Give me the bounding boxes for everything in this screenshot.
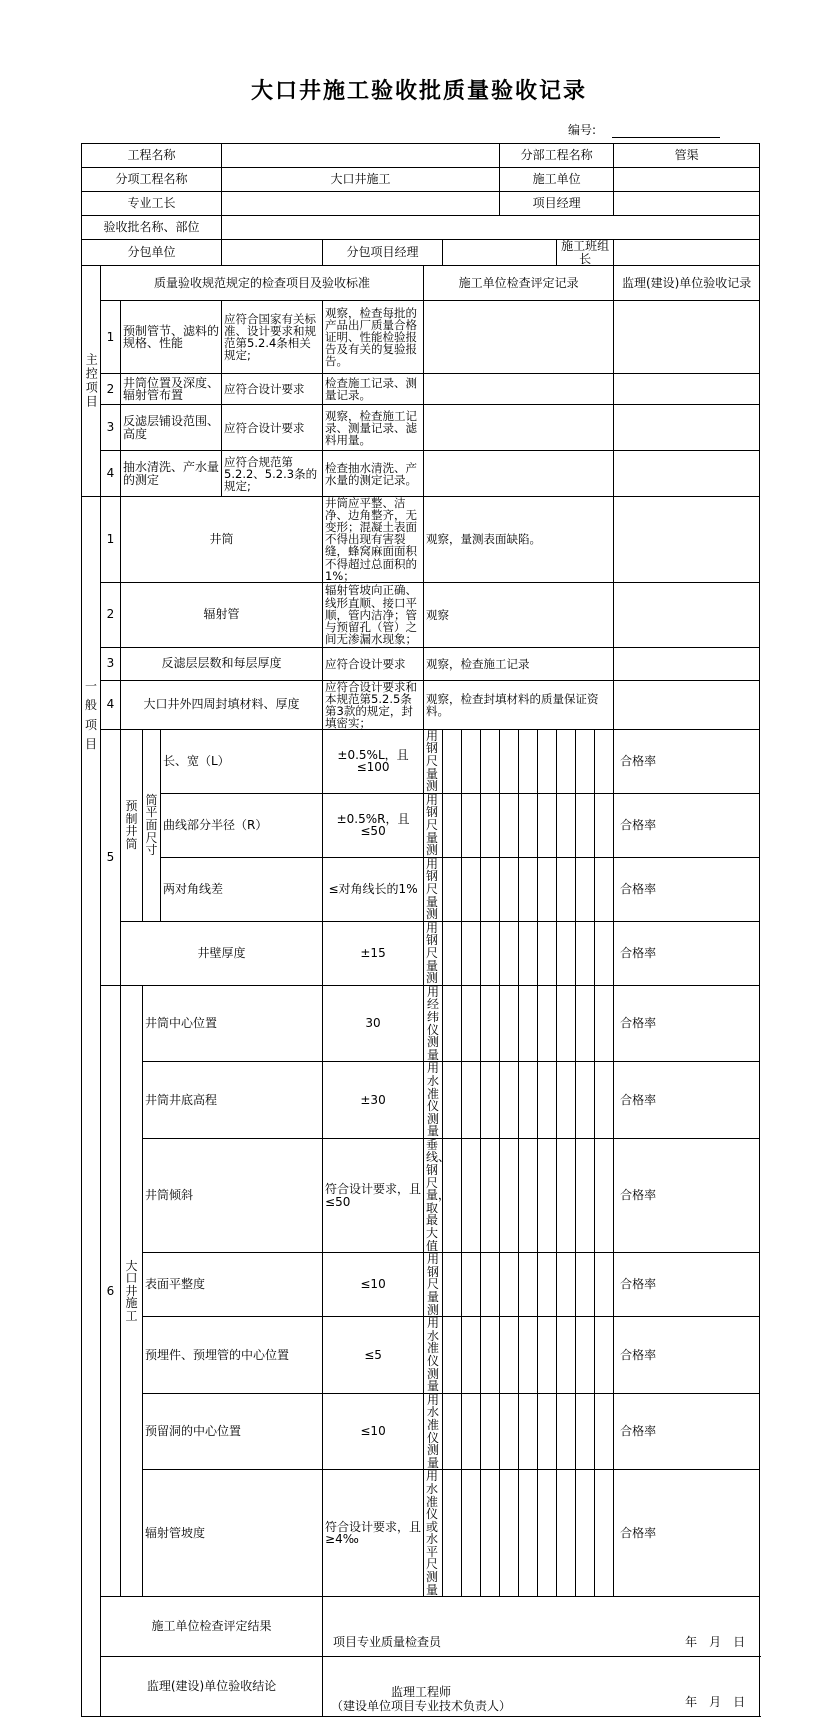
measure-cell[interactable] xyxy=(462,729,481,793)
pass-rate[interactable]: 合格率 xyxy=(614,921,760,985)
measure-cell[interactable] xyxy=(576,1138,595,1252)
acceptance-standard: 应符合设计要求 xyxy=(222,405,323,451)
pass-rate[interactable]: 合格率 xyxy=(614,1317,760,1394)
owner-technical-lead-label: （建设单位项目专业技术负责人） xyxy=(331,1698,512,1713)
check-method: 用水准仪测量 xyxy=(424,1317,443,1394)
item-project-value[interactable]: 大口井施工 xyxy=(222,168,500,192)
acceptance-standard: 应符合规范第5.2.2、5.2.3条的规定; xyxy=(222,451,323,497)
main-items-section-label: 主控项目 xyxy=(82,266,101,497)
check-method: 观察，量测表面缺陷。 xyxy=(424,497,614,582)
measure-cell[interactable] xyxy=(462,985,481,1062)
table-row xyxy=(82,451,760,497)
measure-cell[interactable] xyxy=(595,857,614,921)
pass-rate[interactable]: 合格率 xyxy=(614,1253,760,1317)
measure-cell[interactable] xyxy=(576,1062,595,1139)
table-row xyxy=(82,985,760,1062)
acceptance-standard: 辐射管坡向正确、线形直顺、接口平顺，管内洁净；管与预留孔（管）之间无渗漏水现象； xyxy=(323,582,424,647)
row-number: 3 xyxy=(101,647,121,680)
serial-number-label: 编号: xyxy=(568,123,597,137)
tolerance: ≤10 xyxy=(323,1393,424,1470)
check-item: 井壁厚度 xyxy=(121,921,323,985)
measure-cell[interactable] xyxy=(443,1317,462,1394)
measure-cell[interactable] xyxy=(595,1317,614,1394)
measure-cell[interactable] xyxy=(519,1138,538,1252)
pass-rate[interactable]: 合格率 xyxy=(614,985,760,1062)
pass-rate[interactable]: 合格率 xyxy=(614,1393,760,1470)
subcontract-manager-field[interactable] xyxy=(443,240,557,266)
check-item: 预埋件、预埋管的中心位置 xyxy=(143,1317,323,1394)
check-method: 观察 xyxy=(424,582,614,647)
item-project-label: 分项工程名称 xyxy=(82,168,222,192)
tolerance: ≤对角线长的1% xyxy=(323,857,424,921)
acceptance-standard: 应符合设计要求 xyxy=(323,647,424,680)
measure-cell[interactable] xyxy=(595,1393,614,1470)
tolerance: ≤10 xyxy=(323,1253,424,1317)
measure-cell[interactable] xyxy=(462,793,481,857)
measure-cell[interactable] xyxy=(462,1062,481,1139)
general-items-label: 一 般 项 目 xyxy=(85,679,98,751)
foreman-label: 专业工长 xyxy=(82,192,222,216)
measure-cell[interactable] xyxy=(481,985,500,1062)
supervision-cell[interactable] xyxy=(614,497,760,582)
tolerance: ±30 xyxy=(323,1062,424,1139)
measure-cell[interactable] xyxy=(500,857,519,921)
plane-size-label xyxy=(143,729,161,921)
pass-rate[interactable]: 合格率 xyxy=(614,729,760,793)
table-row xyxy=(82,1317,760,1394)
measure-cell[interactable] xyxy=(557,857,576,921)
measure-cell[interactable] xyxy=(538,793,557,857)
measure-cell[interactable] xyxy=(595,921,614,985)
measure-cell[interactable] xyxy=(576,1317,595,1394)
measure-cell[interactable] xyxy=(538,1062,557,1139)
subcontract-unit-label: 分包单位 xyxy=(82,240,222,266)
measure-cell[interactable] xyxy=(519,729,538,793)
measure-cell[interactable] xyxy=(500,729,519,793)
construction-check-column-header: 施工单位检查评定记录 xyxy=(424,266,614,301)
batch-field[interactable] xyxy=(222,216,760,240)
measure-cell[interactable] xyxy=(595,1470,614,1597)
measure-cell[interactable] xyxy=(557,729,576,793)
measure-cell[interactable] xyxy=(481,1062,500,1139)
measure-cell[interactable] xyxy=(576,1253,595,1317)
measure-cell[interactable] xyxy=(462,1470,481,1597)
measure-cell[interactable] xyxy=(462,857,481,921)
serial-number-field[interactable] xyxy=(612,137,720,138)
check-item: 大口井外四周封填材料、厚度 xyxy=(121,680,323,729)
measure-cell[interactable] xyxy=(462,1317,481,1394)
measure-cell[interactable] xyxy=(538,1253,557,1317)
batch-label: 验收批名称、部位 xyxy=(82,216,222,240)
tolerance: ±0.5%R，且≤50 xyxy=(323,793,424,857)
measure-cell[interactable] xyxy=(538,921,557,985)
table-row xyxy=(82,729,760,793)
table-row xyxy=(82,405,760,451)
check-item: 抽水清洗、产水量的测定 xyxy=(121,451,222,497)
measure-cell[interactable] xyxy=(500,985,519,1062)
measure-cell[interactable] xyxy=(481,857,500,921)
check-item: 井筒 xyxy=(121,497,323,582)
check-method: 垂线、钢尺量，取最大值 xyxy=(424,1138,443,1252)
row-number: 3 xyxy=(101,405,121,451)
measure-cell[interactable] xyxy=(538,1317,557,1394)
supervision-cell[interactable] xyxy=(614,405,760,451)
measure-cell[interactable] xyxy=(443,985,462,1062)
measure-cell[interactable] xyxy=(576,921,595,985)
check-item: 井筒中心位置 xyxy=(143,985,323,1062)
supervision-conclusion-label: 监理(建设)单位验收结论 xyxy=(101,1657,323,1717)
sub-project-label: 分部工程名称 xyxy=(500,144,614,168)
project-name-field[interactable] xyxy=(222,144,500,168)
tolerance: ≤5 xyxy=(323,1317,424,1394)
measure-cell[interactable] xyxy=(519,1317,538,1394)
row-number: 2 xyxy=(101,374,121,405)
table-row xyxy=(82,1470,760,1597)
check-item: 辐射管 xyxy=(121,582,323,647)
construction-result-field[interactable] xyxy=(323,1597,760,1657)
check-method: 用水准仪测量 xyxy=(424,1062,443,1139)
row-number: 1 xyxy=(101,301,121,374)
table-row xyxy=(82,582,760,647)
measure-cell[interactable] xyxy=(595,985,614,1062)
check-method: 用钢尺量测 xyxy=(424,857,443,921)
project-manager-label: 项目经理 xyxy=(500,192,614,216)
row-number: 4 xyxy=(101,451,121,497)
measure-cell[interactable] xyxy=(443,1062,462,1139)
measure-cell[interactable] xyxy=(538,985,557,1062)
tolerance: ±0.5%L，且≤100 xyxy=(323,729,424,793)
measure-cell[interactable] xyxy=(443,729,462,793)
check-item: 井筒井底高程 xyxy=(143,1062,323,1139)
sub-project-value[interactable]: 管渠 xyxy=(614,144,760,168)
measure-cell[interactable] xyxy=(557,1470,576,1597)
measure-cell[interactable] xyxy=(538,1470,557,1597)
supervision-conclusion-field[interactable] xyxy=(323,1657,760,1717)
supervision-cell[interactable] xyxy=(614,647,760,680)
check-item: 反滤层铺设范围、高度 xyxy=(121,405,222,451)
measure-cell[interactable] xyxy=(443,793,462,857)
measure-cell[interactable] xyxy=(519,985,538,1062)
pass-rate[interactable]: 合格率 xyxy=(614,1470,760,1597)
measure-cell[interactable] xyxy=(595,729,614,793)
measure-cell[interactable] xyxy=(462,921,481,985)
check-item: 反滤层层数和每层厚度 xyxy=(121,647,323,680)
measure-cell[interactable] xyxy=(462,1393,481,1470)
measure-cell[interactable] xyxy=(500,793,519,857)
check-item: 辐射管坡度 xyxy=(143,1470,323,1597)
row-number: 2 xyxy=(101,582,121,647)
construction-date: 年 月 日 xyxy=(685,1634,746,1649)
supervision-cell[interactable] xyxy=(614,582,760,647)
table-row xyxy=(82,793,760,857)
table-row xyxy=(82,680,760,729)
check-item: 表面平整度 xyxy=(143,1253,323,1317)
table-row xyxy=(82,1253,760,1317)
acceptance-standard: 应符合设计要求 xyxy=(222,374,323,405)
check-item: 两对角线差 xyxy=(161,857,323,921)
row-number: 5 xyxy=(101,729,121,985)
measure-cell[interactable] xyxy=(576,729,595,793)
measure-cell[interactable] xyxy=(538,857,557,921)
project-manager-field[interactable] xyxy=(614,192,760,216)
measure-cell[interactable] xyxy=(557,1138,576,1252)
measure-cell[interactable] xyxy=(519,857,538,921)
supervision-cell[interactable] xyxy=(614,301,760,374)
construction-check-cell[interactable] xyxy=(424,451,614,497)
construction-check-cell[interactable] xyxy=(424,374,614,405)
quality-inspector-label: 项目专业质量检查员 xyxy=(333,1634,442,1649)
measure-cell[interactable] xyxy=(595,793,614,857)
acceptance-standard: 井筒应平整、洁净、边角整齐，无变形；混凝土表面不得出现有害裂缝，蜂窝麻面面积不得超过总面积的1%； xyxy=(323,497,424,582)
supervision-column-header: 监理(建设)单位验收记录 xyxy=(614,266,760,301)
measure-cell[interactable] xyxy=(557,1393,576,1470)
tolerance: 30 xyxy=(323,985,424,1062)
check-method: 用钢尺量测 xyxy=(424,1253,443,1317)
team-leader-label: 施工班组长 xyxy=(557,240,614,266)
table-row xyxy=(82,647,760,680)
row-number: 4 xyxy=(101,680,121,729)
measure-cell[interactable] xyxy=(500,1470,519,1597)
construction-check-cell[interactable] xyxy=(424,405,614,451)
general-items-section-label xyxy=(82,497,101,1717)
plane-size-text: 筒平面尺寸 xyxy=(145,792,158,858)
supervision-cell[interactable] xyxy=(614,374,760,405)
measure-cell[interactable] xyxy=(500,1253,519,1317)
check-method: 用钢尺量测 xyxy=(424,793,443,857)
project-name-label: 工程名称 xyxy=(82,144,222,168)
measure-cell[interactable] xyxy=(500,1062,519,1139)
measure-cell[interactable] xyxy=(519,1470,538,1597)
measure-cell[interactable] xyxy=(481,1470,500,1597)
acceptance-standard: 应符合国家有关标准、设计要求和规范第5.2.4条相关规定; xyxy=(222,301,323,374)
measure-cell[interactable] xyxy=(481,1317,500,1394)
supervision-cell[interactable] xyxy=(614,680,760,729)
measure-cell[interactable] xyxy=(500,1317,519,1394)
supervision-date: 年 月 日 xyxy=(685,1694,746,1709)
pass-rate[interactable]: 合格率 xyxy=(614,1138,760,1252)
check-item: 曲线部分半径（R） xyxy=(161,793,323,857)
subcontract-manager-label: 分包项目经理 xyxy=(323,240,443,266)
table-row xyxy=(82,1393,760,1470)
check-method: 用水准仪测量 xyxy=(424,1393,443,1470)
measure-cell[interactable] xyxy=(519,1062,538,1139)
measure-cell[interactable] xyxy=(519,921,538,985)
measure-cell[interactable] xyxy=(443,1470,462,1597)
check-item: 预留洞的中心位置 xyxy=(143,1393,323,1470)
measure-cell[interactable] xyxy=(443,921,462,985)
row-number: 1 xyxy=(101,497,121,582)
measure-cell[interactable] xyxy=(595,1253,614,1317)
measure-cell[interactable] xyxy=(576,1393,595,1470)
measure-cell[interactable] xyxy=(500,1393,519,1470)
acceptance-standard: 应符合设计要求和本规范第5.2.5条第3款的规定，封填密实； xyxy=(323,680,424,729)
measure-cell[interactable] xyxy=(443,1253,462,1317)
measure-cell[interactable] xyxy=(481,1393,500,1470)
check-method: 用钢尺量测 xyxy=(424,729,443,793)
row-number: 6 xyxy=(101,985,121,1597)
measure-cell[interactable] xyxy=(443,857,462,921)
construction-result-label: 施工单位检查评定结果 xyxy=(101,1597,323,1657)
measure-cell[interactable] xyxy=(538,1393,557,1470)
table-row xyxy=(82,1138,760,1252)
measure-cell[interactable] xyxy=(557,1062,576,1139)
subcontract-unit-field[interactable] xyxy=(222,240,323,266)
well-construction-text: 大口井施工 xyxy=(125,1258,138,1323)
table-row xyxy=(82,301,760,374)
measure-cell[interactable] xyxy=(481,793,500,857)
page-title: 大口井施工验收批质量验收记录 xyxy=(250,79,587,104)
construction-unit-field[interactable] xyxy=(614,168,760,192)
measure-cell[interactable] xyxy=(576,857,595,921)
measure-cell[interactable] xyxy=(500,1138,519,1252)
measure-cell[interactable] xyxy=(538,729,557,793)
standard-column-header: 质量验收规范规定的检查项目及验收标准 xyxy=(101,266,424,301)
prefab-shaft-text: 预制井筒 xyxy=(125,799,138,851)
measure-cell[interactable] xyxy=(557,1253,576,1317)
measure-cell[interactable] xyxy=(595,1138,614,1252)
measure-cell[interactable] xyxy=(557,793,576,857)
measure-cell[interactable] xyxy=(576,793,595,857)
measure-cell[interactable] xyxy=(595,1062,614,1139)
measure-cell[interactable] xyxy=(557,1317,576,1394)
supervision-cell[interactable] xyxy=(614,451,760,497)
tolerance: 符合设计要求，且≥4‰ xyxy=(323,1470,424,1597)
check-method: 观察，检查施工记录 xyxy=(424,647,614,680)
measure-cell[interactable] xyxy=(519,1253,538,1317)
measure-cell[interactable] xyxy=(576,1470,595,1597)
check-method: 用水准仪或水平尺测量 xyxy=(424,1470,443,1597)
check-method: 检查抽水清洗、产水量的测定记录。 xyxy=(323,451,424,497)
measure-cell[interactable] xyxy=(481,1138,500,1252)
table-row xyxy=(82,1062,760,1139)
pass-rate[interactable]: 合格率 xyxy=(614,793,760,857)
table-row xyxy=(82,921,760,985)
measure-cell[interactable] xyxy=(519,1393,538,1470)
measure-cell[interactable] xyxy=(557,921,576,985)
team-leader-field[interactable] xyxy=(614,240,760,266)
measure-cell[interactable] xyxy=(443,1393,462,1470)
measure-cell[interactable] xyxy=(462,1253,481,1317)
measure-cell[interactable] xyxy=(557,985,576,1062)
construction-unit-label: 施工单位 xyxy=(500,168,614,192)
tolerance: 符合设计要求，且≤50 xyxy=(323,1138,424,1252)
check-item: 预制管节、滤料的规格、性能 xyxy=(121,301,222,374)
pass-rate[interactable]: 合格率 xyxy=(614,857,760,921)
measure-cell[interactable] xyxy=(519,793,538,857)
check-method: 观察，检查封填材料的质量保证资料。 xyxy=(424,680,614,729)
measure-cell[interactable] xyxy=(538,1138,557,1252)
tolerance: ±15 xyxy=(323,921,424,985)
check-method: 检查施工记录、测量记录。 xyxy=(323,374,424,405)
inspection-record-table xyxy=(81,143,760,1717)
pass-rate[interactable]: 合格率 xyxy=(614,1062,760,1139)
table-row xyxy=(82,497,760,582)
construction-check-cell[interactable] xyxy=(424,301,614,374)
measure-cell[interactable] xyxy=(481,729,500,793)
check-method: 用经纬仪测量 xyxy=(424,985,443,1062)
foreman-field[interactable] xyxy=(222,192,500,216)
measure-cell[interactable] xyxy=(481,921,500,985)
measure-cell[interactable] xyxy=(500,921,519,985)
measure-cell[interactable] xyxy=(462,1138,481,1252)
table-row xyxy=(82,857,760,921)
check-method: 观察，检查施工记录、测量记录、滤料用量。 xyxy=(323,405,424,451)
measure-cell[interactable] xyxy=(576,985,595,1062)
check-item: 井筒倾斜 xyxy=(143,1138,323,1252)
measure-cell[interactable] xyxy=(481,1253,500,1317)
supervision-engineer-label: 监理工程师 xyxy=(391,1684,452,1699)
prefab-shaft-label xyxy=(121,729,143,921)
check-method: 用钢尺量测 xyxy=(424,921,443,985)
well-construction-label xyxy=(121,985,143,1597)
check-method: 观察，检查每批的产品出厂质量合格证明、性能检验报告及有关的复验报告。 xyxy=(323,301,424,374)
check-item: 长、宽（L） xyxy=(161,729,323,793)
check-item: 井筒位置及深度、辐射管布置 xyxy=(121,374,222,405)
table-row xyxy=(82,374,760,405)
